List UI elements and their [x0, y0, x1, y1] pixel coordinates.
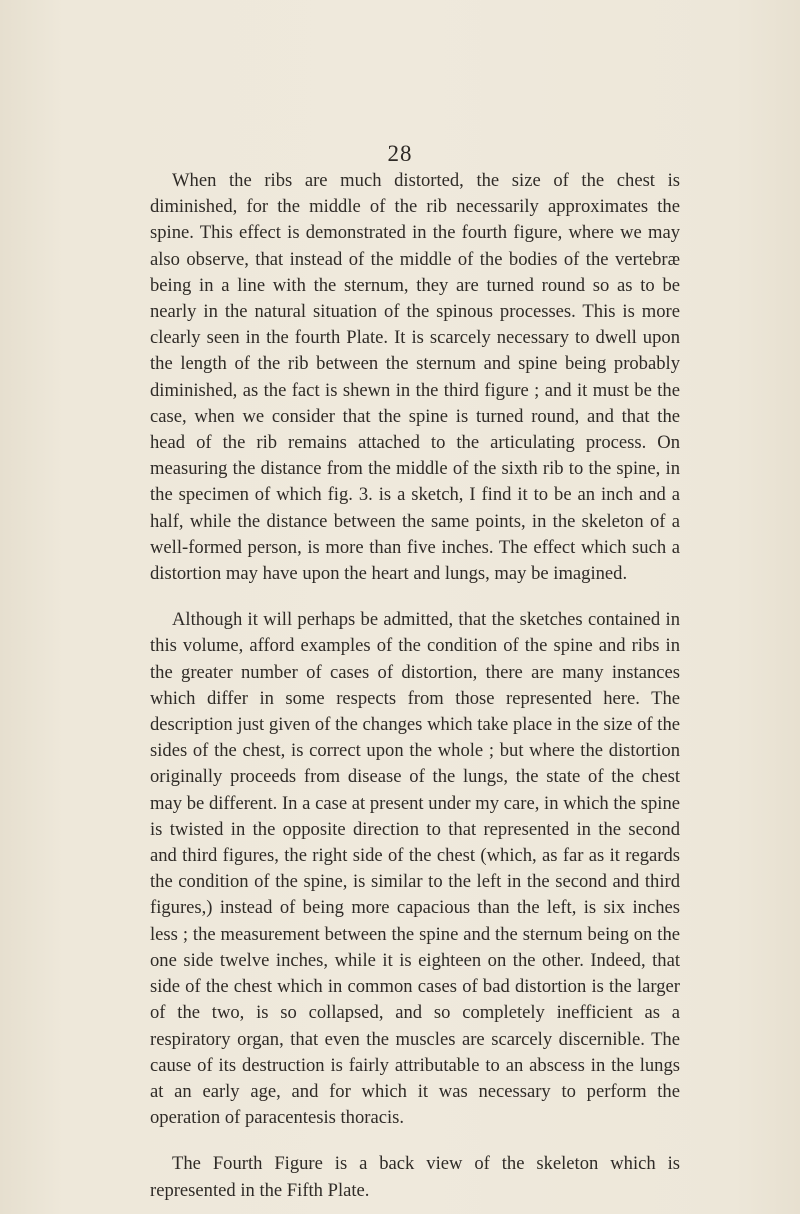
paragraph-3: The Fourth Figure is a back view of the skeleton which is represented in the Fifth Plate. — [150, 1153, 680, 1201]
paragraph-2: Although it will perhaps be admitted, that the sketches contained in this volume, afford examples of the condition of the spine and ribs in the greater number of cases of distortion, there are many instances which differ in some respects from those represented here. The description just given of the changes which take place in the size of the sides of the chest, is correct upon the whole ; but where the distortion originally proceeds from disease of the lungs, the state of the chest may be different. In a case at present under my care, in which the spine is twisted in the opposite direction to that represented in the second and third figures, the right side of the chest (which, as far as it regards the condition of the spine, is similar to the left in the second and third figures,) instead of being more capacious than the left, is six inches less ; the measurement between the spine and the sternum being on the one side twelve inches, while it is eighteen on the other. Indeed, that side of the chest which in common cases of bad distortion is the larger of the two, is so collapsed, and so completely inefficient as a respiratory organ, that even the muscles are scarcely discernible. The cause of its destruction is fairly attributable to an abscess in the lungs at an early age, and for which it was necessary to perform the operation of paracentesis thoracis. — [150, 609, 680, 1129]
paragraph-1: When the ribs are much distorted, the size of the chest is diminished, for the middle of the rib necessarily approximates the spine. This effect is demonstrated in the fourth figure, where we may also observe, that instead of the middle of the bodies of the vertebræ being in a line with the sternum, they are turned round so as to be nearly in the natural situation of the spinous processes. This is more clearly seen in the fourth Plate. It is scarcely necessary to dwell upon the length of the rib between the sternum and spine being probably diminished, as the fact is shewn in the third figure ; and it must be the case, when we consider that the spine is turned round, and that the head of the rib remains attached to the articulating process. On measuring the distance from the middle of the sixth rib to the spine, in the specimen of which fig. 3. is a sketch, I find it to be an inch and a half, while the distance between the same points, in the skeleton of a well-formed person, is more than five inches. The effect which such a distortion may have upon the heart and lungs, may be imagined. — [150, 170, 680, 585]
body-text — [150, 168, 680, 1204]
page-number: 28 — [387, 141, 413, 166]
